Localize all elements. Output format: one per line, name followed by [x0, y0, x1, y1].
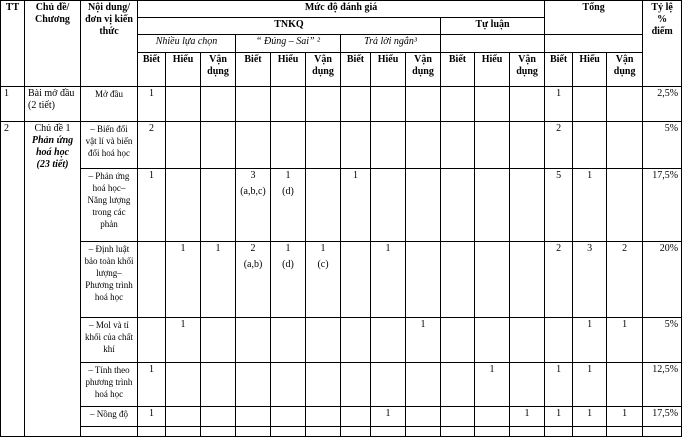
header-multiple-choice: Nhiều lựa chọn: [138, 35, 236, 53]
value-cell: 1: [607, 407, 643, 427]
value-cell-empty: [271, 427, 306, 437]
value-cell: [441, 87, 475, 122]
value-cell: [441, 242, 475, 318]
value-cell: 1: [607, 318, 643, 363]
header-percent: Tỷ lệ % điểm: [643, 1, 682, 87]
value-cell: [607, 169, 643, 242]
value-cell: [441, 363, 475, 407]
value-cell: [341, 407, 371, 427]
level-van-dung: Vận dụng: [607, 53, 643, 87]
value-cell: [306, 318, 341, 363]
header-essay: Tự luận: [441, 18, 545, 35]
value-cell: [201, 363, 236, 407]
value-cell-empty: [441, 427, 475, 437]
table-row: [1, 363, 682, 407]
value-cell: [475, 87, 510, 122]
value-cell: 3 (a,b,c): [236, 169, 271, 242]
level-biet: Biết: [441, 53, 475, 87]
header-short-answer: Trả lời ngắn³: [341, 35, 441, 53]
level-hieu: Hiểu: [475, 53, 510, 87]
value-cell: [306, 87, 341, 122]
value-cell: [341, 363, 371, 407]
header-total-empty: [545, 35, 643, 53]
level-biet: Biết: [341, 53, 371, 87]
level-van-dung: Vận dụng: [306, 53, 341, 87]
value-cell: [236, 87, 271, 122]
level-hieu: Hiểu: [371, 53, 406, 87]
value-cell: [166, 122, 201, 169]
value-cell: [201, 87, 236, 122]
value-cell-empty: [306, 427, 341, 437]
value-cell: [201, 122, 236, 169]
value-cell: [441, 169, 475, 242]
value-cell: 1: [138, 363, 166, 407]
value-cell: 1: [475, 363, 510, 407]
value-cell: [166, 407, 201, 427]
value-cell: [306, 169, 341, 242]
value-cell: [545, 318, 573, 363]
value-cell: [306, 407, 341, 427]
value-cell: [341, 242, 371, 318]
value-cell: 1: [545, 87, 573, 122]
value-cell-empty: [510, 427, 545, 437]
value-cell: [306, 363, 341, 407]
value-cell: [371, 122, 406, 169]
value-cell: 1: [573, 318, 607, 363]
value-cell: [271, 363, 306, 407]
percent-cell: 17,5%: [643, 169, 682, 242]
value-cell: 1 (d): [271, 169, 306, 242]
chapter-title: Chủ đề 1: [34, 123, 71, 134]
header-assessment: Mức độ đánh giá: [138, 1, 545, 18]
value-cell: [166, 169, 201, 242]
value-cell: 2: [545, 122, 573, 169]
topic-cell: – Tính theo phương trình hoá học: [81, 363, 138, 407]
chapter-title: Bài mở đầu: [28, 88, 75, 99]
table-row-tail: [1, 427, 682, 437]
value-cell: [371, 87, 406, 122]
value-cell: 2: [607, 242, 643, 318]
table-row: [1, 407, 682, 427]
value-cell: 1: [138, 87, 166, 122]
value-cell: [607, 87, 643, 122]
header-chapter: Chủ đề/ Chương: [25, 1, 81, 87]
level-hieu: Hiểu: [271, 53, 306, 87]
level-van-dung: Vận dụng: [201, 53, 236, 87]
value-cell: [306, 122, 341, 169]
value-cell-empty: [236, 427, 271, 437]
value-cell: [271, 87, 306, 122]
value-cell: [475, 122, 510, 169]
value-cell: [201, 318, 236, 363]
topic-cell: – Định luật bảo toàn khối lượng– Phương trình hoá học: [81, 242, 138, 318]
chapter-sub2: (23 tiết): [36, 159, 69, 170]
value-cell: [371, 363, 406, 407]
header-tt: TT: [1, 1, 25, 87]
value-cell: 1: [510, 407, 545, 427]
value-cell: [271, 407, 306, 427]
value-cell: 1: [371, 242, 406, 318]
value-cell: [510, 242, 545, 318]
value-cell-empty: [406, 427, 441, 437]
value-cell: [475, 169, 510, 242]
level-van-dung: Vận dụng: [406, 53, 441, 87]
value-cell: 1 (d): [271, 242, 306, 318]
value-cell: [138, 318, 166, 363]
value-cell: [510, 87, 545, 122]
value-cell: [341, 318, 371, 363]
value-cell-empty: [201, 427, 236, 437]
value-cell-empty: [371, 427, 406, 437]
value-cell: [406, 169, 441, 242]
header-row-1: [1, 1, 682, 18]
level-biet: Biết: [545, 53, 573, 87]
value-cell-empty: [166, 427, 201, 437]
level-biet: Biết: [138, 53, 166, 87]
topic-cell: – Nồng độ: [81, 407, 138, 427]
percent-cell: 17,5%: [643, 407, 682, 427]
value-cell: 1: [341, 169, 371, 242]
row-number: 1: [1, 87, 25, 122]
value-cell-empty: [573, 427, 607, 437]
value-cell: [475, 318, 510, 363]
value-cell: 2: [138, 122, 166, 169]
chapter-cell: [25, 87, 81, 122]
chapter-sub: (2 tiết): [28, 100, 55, 111]
value-cell: [441, 122, 475, 169]
percent-cell: 20%: [643, 242, 682, 318]
level-biet: Biết: [236, 53, 271, 87]
value-cell: [475, 242, 510, 318]
table-row: [1, 87, 682, 122]
value-cell: [406, 363, 441, 407]
percent-cell: 5%: [643, 318, 682, 363]
table-row: [1, 122, 682, 169]
level-hieu: Hiểu: [573, 53, 607, 87]
value-cell: [441, 318, 475, 363]
value-cell: [607, 363, 643, 407]
value-cell: [406, 122, 441, 169]
value-cell: [166, 87, 201, 122]
header-essay-empty: [441, 35, 545, 53]
value-cell: [510, 318, 545, 363]
topic-cell: – Biến đổi vật lí và biến đổi hoá học: [81, 122, 138, 169]
value-cell: [236, 122, 271, 169]
value-cell: [271, 122, 306, 169]
value-cell: 1: [573, 363, 607, 407]
header-content: Nội dung/đơn vị kiến thức: [81, 1, 138, 87]
value-cell-empty: [643, 427, 682, 437]
topic-cell: – Phản ứng hoá học– Năng lượng trong các phản: [81, 169, 138, 242]
value-cell: 1: [166, 318, 201, 363]
topic-cell: – Mol và tỉ khối của chất khí: [81, 318, 138, 363]
value-cell: [138, 242, 166, 318]
value-cell: 1: [371, 407, 406, 427]
value-cell: [341, 122, 371, 169]
value-cell: [236, 318, 271, 363]
value-cell: 2: [545, 242, 573, 318]
value-cell: 5: [545, 169, 573, 242]
value-cell: 1: [545, 363, 573, 407]
topic-cell-empty: [81, 427, 138, 437]
value-cell: [607, 122, 643, 169]
value-cell: [201, 169, 236, 242]
level-van-dung: Vận dụng: [510, 53, 545, 87]
header-total: Tổng: [545, 1, 643, 35]
value-cell: [441, 407, 475, 427]
percent-cell: 12,5%: [643, 363, 682, 407]
value-cell: [510, 122, 545, 169]
value-cell: 1: [573, 169, 607, 242]
row-number: 2: [1, 122, 25, 437]
value-cell: 1: [138, 407, 166, 427]
value-cell: [406, 407, 441, 427]
chapter-cell: [25, 122, 81, 437]
value-cell: [371, 169, 406, 242]
header-true-false: “ Đúng – Sai” ²: [236, 35, 341, 53]
value-cell: [510, 169, 545, 242]
header-tnkq: TNKQ: [138, 18, 441, 35]
value-cell-empty: [138, 427, 166, 437]
value-cell: [271, 318, 306, 363]
value-cell: 2 (a,b): [236, 242, 271, 318]
value-cell: [201, 407, 236, 427]
value-cell: 1: [166, 242, 201, 318]
value-cell: [236, 407, 271, 427]
value-cell: [573, 87, 607, 122]
value-cell: [510, 363, 545, 407]
value-cell: [371, 318, 406, 363]
value-cell-empty: [545, 427, 573, 437]
percent-cell: 2,5%: [643, 87, 682, 122]
value-cell: [166, 363, 201, 407]
table-row: [1, 242, 682, 318]
table-row: [1, 318, 682, 363]
value-cell: 1: [138, 169, 166, 242]
value-cell: 3: [573, 242, 607, 318]
level-hieu: Hiểu: [166, 53, 201, 87]
value-cell: [406, 242, 441, 318]
topic-cell: Mở đầu: [81, 87, 138, 122]
chapter-sub: Phản ứng hoá học: [31, 135, 74, 158]
value-cell: [236, 363, 271, 407]
value-cell: [573, 122, 607, 169]
value-cell: 1: [201, 242, 236, 318]
value-cell-empty: [607, 427, 643, 437]
value-cell-empty: [341, 427, 371, 437]
value-cell: [475, 407, 510, 427]
percent-cell: 5%: [643, 122, 682, 169]
value-cell: 1: [573, 407, 607, 427]
value-cell: [341, 87, 371, 122]
table-row: [1, 169, 682, 242]
value-cell: 1: [545, 407, 573, 427]
value-cell: 1 (c): [306, 242, 341, 318]
value-cell: [406, 87, 441, 122]
value-cell: 1: [406, 318, 441, 363]
value-cell-empty: [475, 427, 510, 437]
